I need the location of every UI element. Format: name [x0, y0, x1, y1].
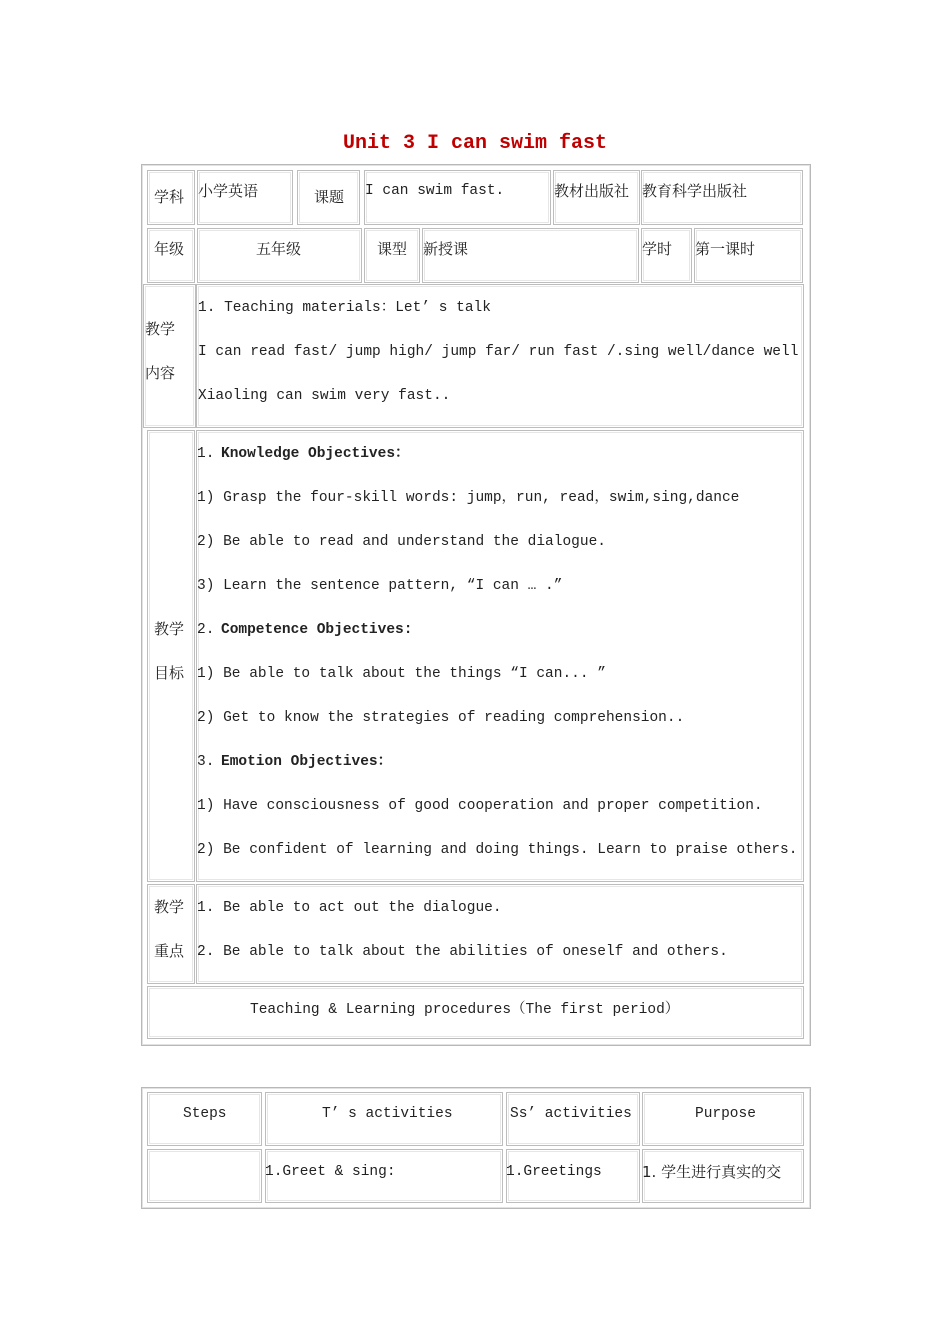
lesson-type-value: 新授课 [423, 240, 469, 258]
row-teacher-activity: 1.Greet & sing: [265, 1164, 396, 1180]
objective-item: 1) Grasp the four-skill words: jump，run, read，swim,sing,dance [197, 490, 740, 506]
keypoints-label-2: 重点 [154, 942, 185, 960]
cell-content-label [143, 284, 196, 428]
content-label-2: 内容 [145, 364, 176, 382]
objective-item: 2) Get to know the strategies of reading comprehension.. [197, 710, 685, 726]
header-student-activities: Ss’ activities [510, 1106, 632, 1122]
objectives-label-2: 目标 [154, 664, 185, 682]
content-label-1: 教学 [145, 320, 176, 338]
publisher-label: 教材出版社 [554, 182, 630, 200]
objective-item: 1) Be able to talk about the things “I can... ” [197, 666, 606, 682]
period-value: 第一课时 [695, 240, 756, 258]
competence-heading: Competence Objectives: [221, 622, 413, 638]
topic-value: I can swim fast. [365, 183, 505, 199]
grade-value: 五年级 [256, 240, 302, 258]
content-line: 1. Teaching materials：Let’ s talk [198, 300, 491, 316]
keypoint-item: 2. Be able to talk about the abilities of oneself and others. [197, 944, 728, 960]
header-teacher-activities: T’ s activities [322, 1106, 453, 1122]
objectives-label-1: 教学 [154, 620, 185, 638]
cell-objectives-label [147, 430, 195, 882]
objective-item: 2) Be confident of learning and doing things. Learn to praise others. [197, 842, 798, 858]
objective-item: 1) Have consciousness of good cooperation and proper competition. [197, 798, 763, 814]
emotion-number: 3. [197, 754, 215, 770]
lesson-type-label: 课型 [377, 240, 408, 258]
content-line: I can read fast/ jump high/ jump far/ run fast /.sing well/dance well [198, 344, 799, 360]
knowledge-number: 1. [197, 446, 215, 462]
grade-label: 年级 [154, 240, 185, 258]
competence-number: 2. [197, 622, 215, 638]
objective-item: 2) Be able to read and understand the dialogue. [197, 534, 606, 550]
subject-label: 学科 [154, 188, 185, 206]
content-line: Xiaoling can swim very fast.. [198, 388, 451, 404]
keypoints-label-1: 教学 [154, 898, 185, 916]
topic-label: 课题 [314, 188, 345, 206]
keypoint-item: 1. Be able to act out the dialogue. [197, 900, 502, 916]
subject-value: 小学英语 [198, 182, 259, 200]
period-label: 学时 [642, 240, 673, 258]
publisher-value: 教育科学出版社 [642, 182, 748, 200]
header-steps: Steps [183, 1106, 227, 1122]
row-student-activity: 1.Greetings [506, 1164, 602, 1180]
page-title: Unit 3 I can swim fast [342, 132, 608, 155]
procedures-heading: Teaching & Learning procedures（The first period） [250, 1002, 680, 1018]
row-purpose: 1. 学生进行真实的交 [642, 1163, 782, 1181]
emotion-heading: Emotion Objectives： [221, 754, 393, 770]
knowledge-heading: Knowledge Objectives： [221, 446, 410, 462]
header-purpose: Purpose [695, 1106, 756, 1122]
table-cell [147, 1149, 262, 1203]
objective-item: 3) Learn the sentence pattern, “I can … .” [197, 578, 563, 594]
